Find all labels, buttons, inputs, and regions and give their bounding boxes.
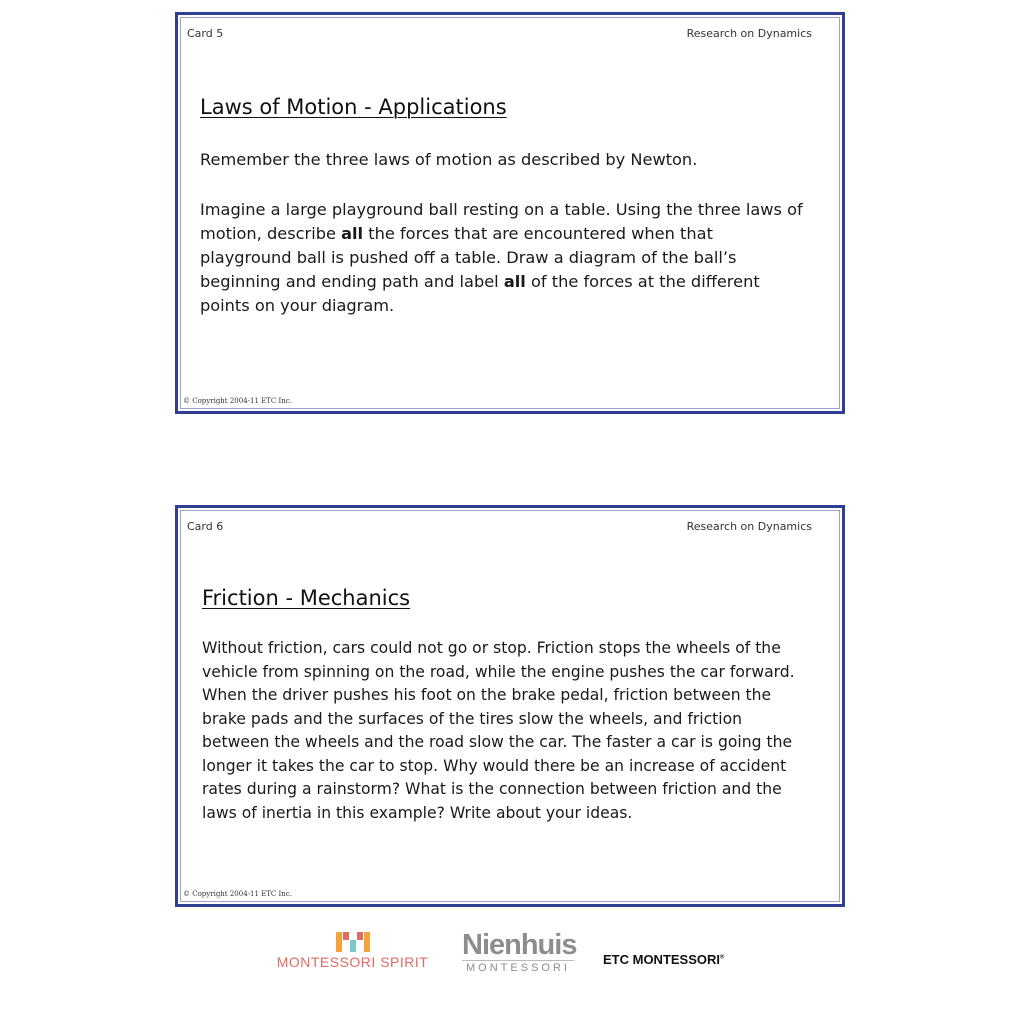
copyright-notice: © Copyright 2004-11 ETC Inc. (183, 890, 292, 898)
brand-logos (0, 928, 1024, 988)
paragraph-text: of the forces at the different points on your diagram. (200, 272, 760, 315)
etc-montessori-logo (603, 952, 724, 967)
card-paragraph-1: Remember the three laws of motion as described by Newton. (200, 150, 698, 169)
etc-montessori-wordmark: ETC MONTESSORI (603, 952, 721, 967)
card-5 (175, 12, 845, 414)
paragraph-text: the forces that are encountered when that playground ball is pushed off a table. Draw a diagram of the ball’s beginning and ending path and label (200, 224, 737, 291)
card-number: Card 5 (187, 27, 224, 40)
montessori-spirit-wordmark: MONTESSORI SPIRIT (276, 954, 429, 970)
paragraph-text: Imagine a large playground ball resting on a table. Using the three laws of motion, describe (200, 200, 803, 243)
montessori-spirit-logo (265, 928, 440, 970)
card-paragraph-1: Without friction, cars could not go or stop. Friction stops the wheels of the vehicle from spinning on the road, while the engine pushes the car forward. When the driver pushes his foot on the brake pedal, friction between the brake pads and the surfaces of the tires slow the wheels, and friction between the wheels and the road slow the car. The faster a car is going the longer it takes the car to stop. Why would there be an increase of accident rates during a rainstorm? What is the connection between friction and the laws of inertia in this example? Write about your ideas. (202, 639, 795, 822)
card-number: Card 6 (187, 520, 224, 533)
card-series-label: Research on Dynamics (686, 520, 812, 533)
montessori-spirit-m-icon (336, 928, 370, 952)
card-title: Laws of Motion - Applications (200, 95, 507, 119)
nienhuis-subtitle: MONTESSORI (462, 960, 574, 974)
card-6 (175, 505, 845, 907)
card-title: Friction - Mechanics (202, 586, 411, 610)
nienhuis-wordmark: Nienhuis (462, 929, 577, 961)
card-paragraph-2 (200, 198, 806, 318)
card-series-label: Research on Dynamics (686, 27, 812, 40)
copyright-notice: © Copyright 2004-11 ETC Inc. (183, 397, 292, 405)
emphasis-all: all (341, 224, 364, 243)
emphasis-all: all (503, 272, 526, 291)
registered-mark: ® (720, 954, 725, 961)
nienhuis-logo (462, 929, 577, 974)
